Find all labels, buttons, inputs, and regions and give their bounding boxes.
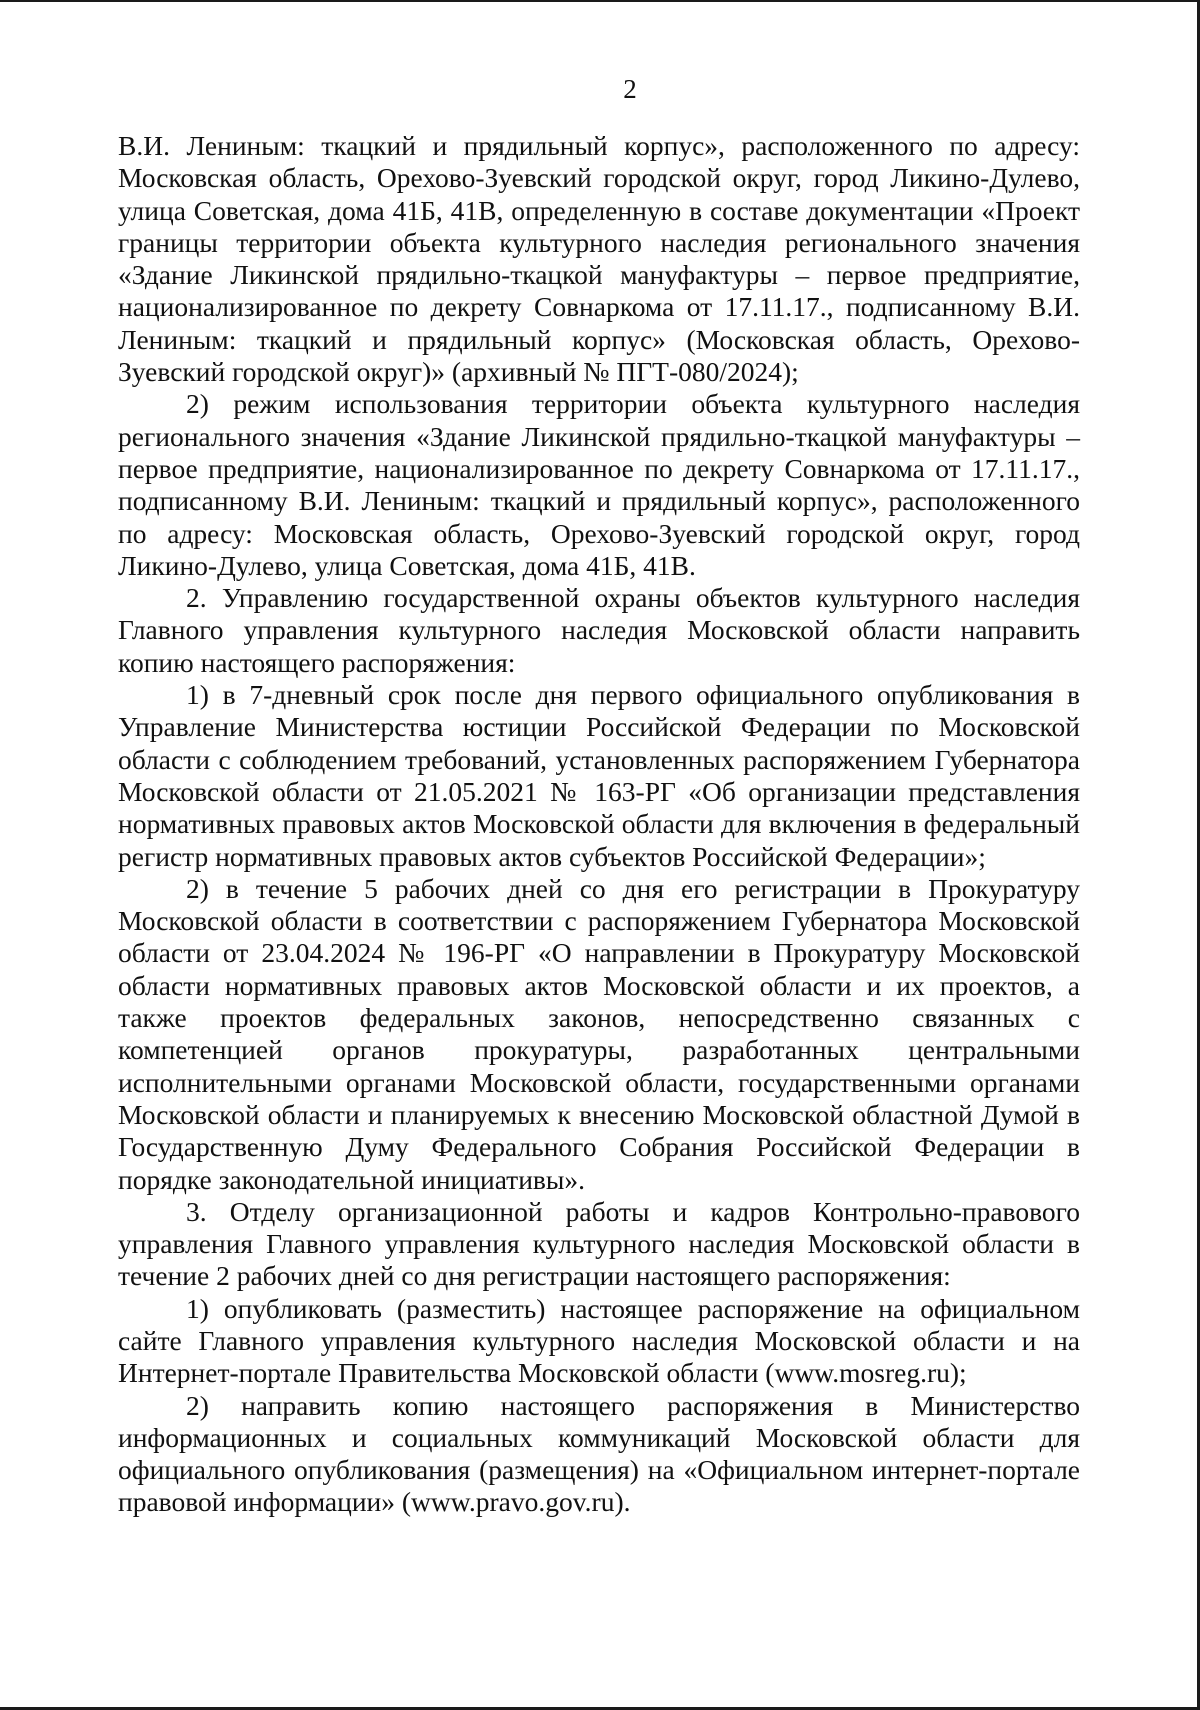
paragraph-section-3-item-2: 2) направить копию настоящего распоряжения в Министерство информационных и социальных коммуникаций Московской области для официального опубликования (размещения) на «Официальном интернет-портале правовой информации» (www.pravo.gov.ru). <box>118 1389 1080 1518</box>
paragraph-section-2-item-2: 2) в течение 5 рабочих дней со дня его регистрации в Прокуратуру Московской области в соответствии с распоряжением Губернатора Московской области от 23.04.2024 № 196-РГ «О направлении в Прокуратуру Московской области нормативных правовых актов Московской области и их проектов, а также проектов федеральных законов, непосредственно связанных с компетенцией органов прокуратуры, разработанных центральными исполнительными органами Московской области, государственными органами Московской области и планируемых к внесению Московской областной Думой в Государственную Думу Федерального Собрания Российской Федерации в порядке законодательной инициативы». <box>118 872 1080 1195</box>
page-number: 2 <box>623 74 637 104</box>
document-body <box>118 130 1080 1519</box>
paragraph-section-2-item-1: 1) в 7-дневный срок после дня первого официального опубликования в Управление Министерства юстиции Российской Федерации по Московской области с соблюдением требований, установленных распоряжением Губернатора Московской области от 21.05.2021 № 163-РГ «Об организации представления нормативных правовых актов Московской области для включения в федеральный регистр нормативных правовых актов субъектов Российской Федерации»; <box>118 679 1080 872</box>
paragraph-section-3-item-1: 1) опубликовать (разместить) настоящее распоряжение на официальном сайте Главного управления культурного наследия Московской области и на Интернет-портале Правительства Московской области (www.mosreg.ru); <box>118 1292 1080 1389</box>
paragraph-item-2-regime: 2) режим использования территории объекта культурного наследия регионального значения «Здание Ликинской прядильно-ткацкой мануфактуры – первое предприятие, национализированное по декрету Совнаркома от 17.11.17., подписанному В.И. Лениным: ткацкий и прядильный корпус», расположенного по адресу: Московская область, Орехово-Зуевский городской округ, город Ликино-Дулево, улица Советская, дома 41Б, 41В. <box>118 388 1080 581</box>
scan-edge-top <box>0 0 1200 2</box>
paragraph-continuation: В.И. Лениным: ткацкий и прядильный корпус», расположенного по адресу: Московская область, Орехово-Зуевский городской округ, город Ликино-Дулево, улица Советская, дома 41Б, 41В, определенную в составе документации «Проект границы территории объекта культурного наследия регионального значения «Здание Ликинской прядильно-ткацкой мануфактуры – первое предприятие, национализированное по декрету Совнаркома от 17.11.17., подписанному В.И. Лениным: ткацкий и прядильный корпус» (Московская область, Орехово-Зуевский городской округ)» (архивный № ПГТ-080/2024); <box>118 130 1080 388</box>
paragraph-section-2: 2. Управлению государственной охраны объектов культурного наследия Главного управления культурного наследия Московской области направить копию настоящего распоряжения: <box>118 582 1080 678</box>
paragraph-section-3: 3. Отделу организационной работы и кадров Контрольно-правового управления Главного управления культурного наследия Московской области в течение 2 рабочих дней со дня регистрации настоящего распоряжения: <box>118 1195 1080 1292</box>
